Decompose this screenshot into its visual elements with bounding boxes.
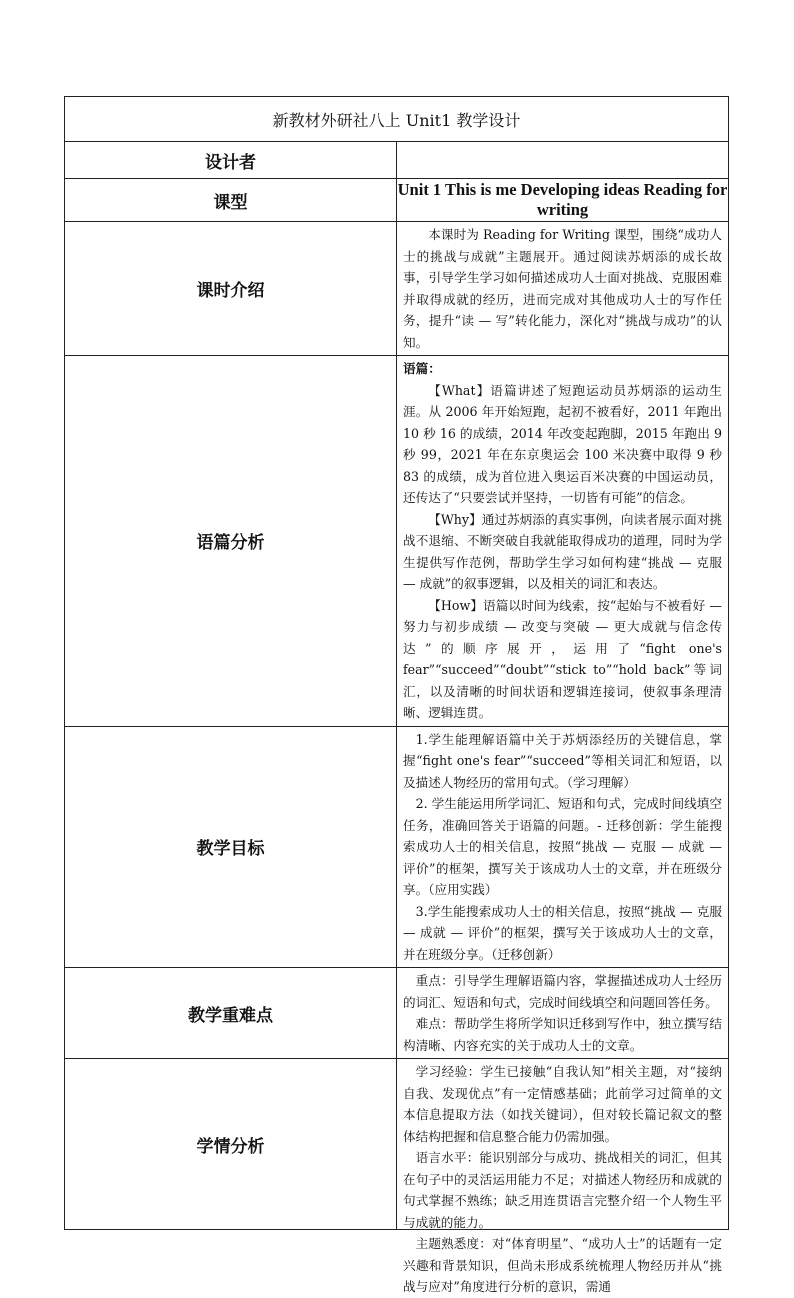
what-paragraph: 【What】语篇讲述了短跑运动员苏炳添的运动生涯。从 2006 年开始短跑，起初不被看好，2011 年跑出 10 秒 16 的成绩，2014 年改变起跑脚，2015 年跑出 9 秒 99，2021 年在东京奥运会 100 米决赛中取得 9 秒 83 的成绩，成为首位进入奥运百米决赛的中国运动员，还传达了“只要尝试并坚持，一切皆有可能”的信念。 [403, 382, 722, 505]
designer-label: 设计者 [65, 142, 397, 179]
course-type-label: 课型 [65, 179, 397, 222]
goals-label: 教学目标 [65, 726, 397, 968]
intro-label: 课时介绍 [65, 222, 397, 356]
key-points-label: 教学重难点 [65, 968, 397, 1059]
intro-cell [397, 222, 729, 356]
learner-familiarity: 主题熟悉度：对“体育明星”、“成功人士”的话题有一定兴趣和背景知识，但尚未形成系统梳理人物经历并从“挑战与应对”角度进行分析的意识，需通 [403, 1236, 722, 1294]
text-analysis-heading: 语篇： [403, 361, 441, 376]
learner-language: 语言水平：能识别部分与成功、挑战相关的词汇，但其在句子中的灵活运用能力不足；对描述人物经历和成就的句式掌握不熟练；缺乏用连贯语言完整介绍一个人物生平与成就的能力。 [403, 1150, 722, 1230]
key-point-difficult: 难点：帮助学生将所学知识迁移到写作中，独立撰写结构清晰、内容充实的关于成功人士的文章。 [403, 1016, 722, 1053]
goals-cell [397, 726, 729, 968]
goal-item-1: 1.学生能理解语篇中关于苏炳添经历的关键信息，掌握“fight one's fear”“succeed”等相关词汇和短语，以及描述人物经历的常用句式。（学习理解） [403, 731, 722, 790]
goal-item-2: 2. 学生能运用所学词汇、短语和句式，完成时间线填空任务，准确回答关于语篇的问题。- 迁移创新：学生能搜索成功人士的相关信息，按照“挑战 — 克服 — 成就 — 评价”的框架，撰写关于该成功人士的文章，并在班级分享。（应用实践） [403, 796, 722, 897]
key-point-important: 重点：引导学生理解语篇内容，掌握描述成功人士经历的词汇、短语和句式，完成时间线填空和问题回答任务。 [403, 973, 722, 1010]
document-title: 新教材外研社八上 Unit1 教学设计 [65, 97, 729, 142]
why-paragraph: 【Why】通过苏炳添的真实事例，向读者展示面对挑战不退缩、不断突破自我就能取得成功的道理，同时为学生提供写作范例，帮助学生学习如何构建“挑战 — 克服 — 成就”的叙事逻辑，以及相关的词汇和表达。 [403, 511, 722, 591]
intro-text: 本课时为 Reading for Writing 课型，围绕“成功人士的挑战与成就”主题展开。通过阅读苏炳添的成长故事，引导学生学习如何描述成功人士面对挑战、克服困难并取得成就的经历，进而完成对其他成功人士的写作任务，提升“读 — 写”转化能力，深化对“挑战与成功”的认知。 [403, 227, 722, 350]
key-points-cell [397, 968, 729, 1059]
lesson-plan-table [64, 96, 729, 1294]
course-type-value: Unit 1 This is me Developing ideas Reading for writing [397, 179, 729, 222]
goal-item-3: 3.学生能搜索成功人士的相关信息，按照“挑战 — 克服 — 成就 — 评价”的框架，撰写关于该成功人士的文章，并在班级分享。（迁移创新） [403, 903, 722, 962]
learner-cell [397, 1059, 729, 1294]
learner-label: 学情分析 [65, 1059, 397, 1230]
designer-value [397, 142, 729, 179]
learner-experience: 学习经验：学生已接触“自我认知”相关主题，对“接纳自我、发现优点”有一定情感基础；此前学习过简单的文本信息提取方法（如找关键词），但对较长篇记叙文的整体结构把握和信息整合能力仍需加强。 [403, 1064, 722, 1144]
text-analysis-label: 语篇分析 [65, 356, 397, 727]
text-analysis-cell [397, 356, 729, 727]
how-paragraph: 【How】语篇以时间为线索，按“起始与不被看好 — 努力与初步成绩 — 改变与突破 — 更大成就与信念传达”的顺序展开，运用了“fight one's fear”“succeed”“doubt”“stick to”“hold back”等词汇，以及清晰的时间状语和逻辑连接词，使叙事条理清晰、逻辑连贯。 [403, 597, 722, 720]
